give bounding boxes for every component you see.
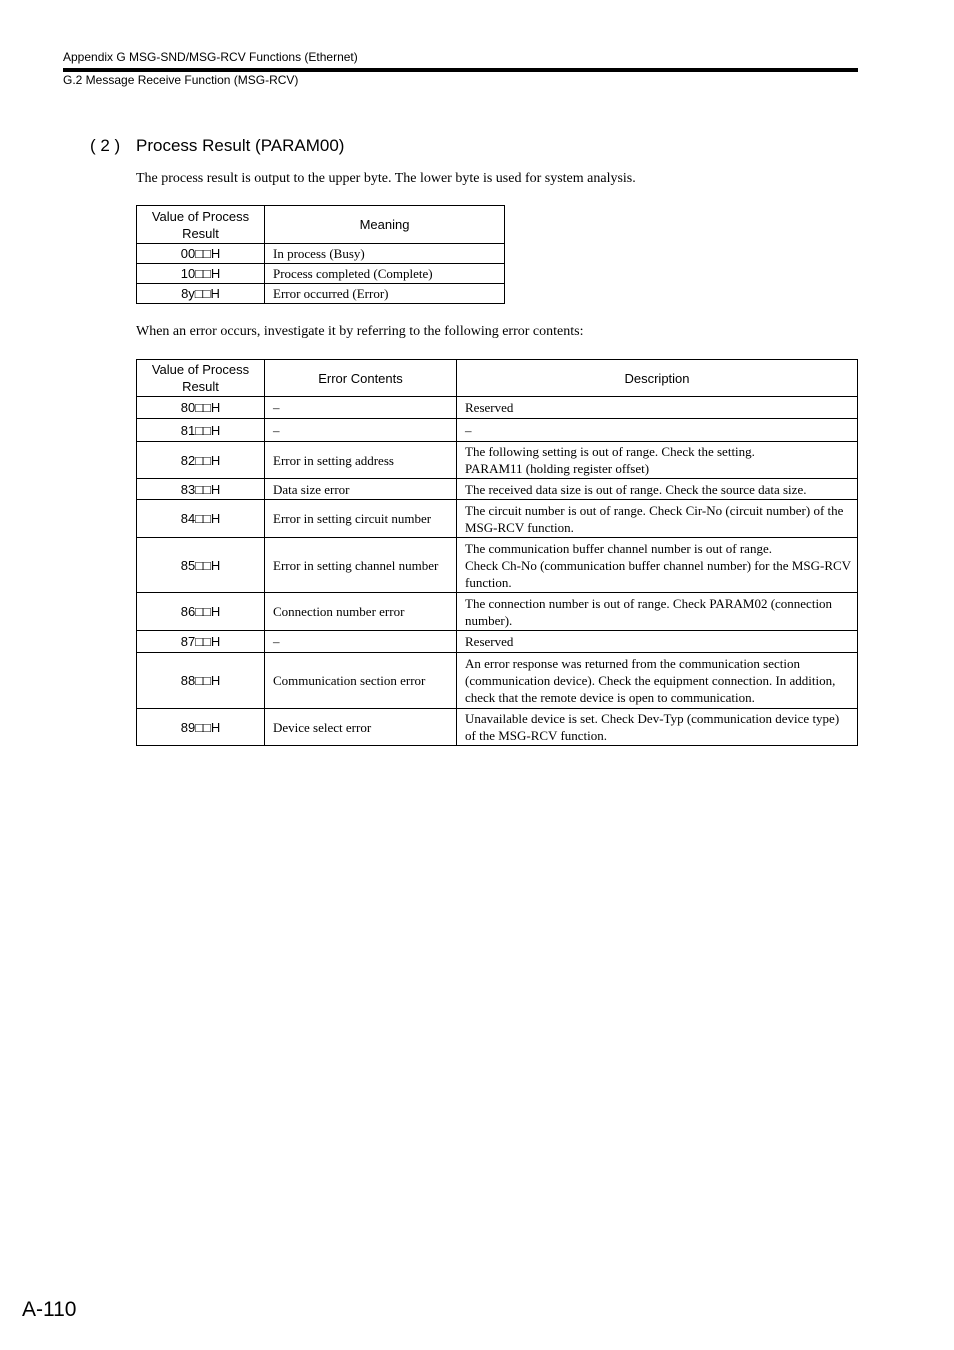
table-row — [137, 419, 858, 442]
t2-header-contents: Error Contents — [265, 360, 457, 397]
error-contents-table — [136, 359, 858, 746]
t2-header-description: Description — [457, 360, 858, 397]
t1-header-value: Value of Process Result — [137, 206, 265, 244]
table-row — [137, 442, 858, 479]
t2-description-cell: An error response was returned from the communication section (communication device). Check the equipment connection. In addition, check that the remote device is open to communication. — [457, 653, 858, 709]
t2-value-cell: 86□□H — [137, 593, 265, 631]
table-row — [137, 397, 858, 419]
t2-description-cell: The following setting is out of range. Check the setting. PARAM11 (holding register offset) — [457, 442, 858, 479]
t2-description-cell: – — [457, 419, 858, 442]
table-row — [137, 264, 505, 284]
table-row — [137, 500, 858, 538]
process-result-table — [136, 205, 505, 304]
table-row — [137, 538, 858, 593]
t2-value-cell: 85□□H — [137, 538, 265, 593]
t2-description-cell: The received data size is out of range. Check the source data size. — [457, 479, 858, 500]
running-header-section: G.2 Message Receive Function (MSG-RCV) — [63, 73, 299, 87]
t1-meaning-cell: Error occurred (Error) — [265, 284, 505, 304]
running-header-chapter: Appendix G MSG-SND/MSG-RCV Functions (Ethernet) — [63, 50, 358, 64]
t2-value-cell: 89□□H — [137, 709, 265, 746]
intro-paragraph: The process result is output to the upper byte. The lower byte is used for system analysis. — [136, 171, 636, 186]
page-number: A-110 — [22, 1298, 77, 1321]
error-intro-paragraph: When an error occurs, investigate it by referring to the following error contents: — [136, 324, 584, 339]
t2-value-cell: 84□□H — [137, 500, 265, 538]
t2-header-value: Value of Process Result — [137, 360, 265, 397]
table-row — [137, 244, 505, 264]
t2-description-cell: Reserved — [457, 397, 858, 419]
t1-value-cell: 8y□□H — [137, 284, 265, 304]
t2-contents-cell: Connection number error — [265, 593, 457, 631]
t2-value-cell: 81□□H — [137, 419, 265, 442]
table-row — [137, 593, 858, 631]
t2-contents-cell: – — [265, 631, 457, 653]
table-row — [137, 709, 858, 746]
t2-contents-cell: Data size error — [265, 479, 457, 500]
section-number: ( 2 ) — [90, 136, 121, 155]
t2-description-cell: Reserved — [457, 631, 858, 653]
section-heading — [90, 136, 344, 156]
t2-contents-cell: Communication section error — [265, 653, 457, 709]
t2-value-cell: 80□□H — [137, 397, 265, 419]
t2-value-cell: 88□□H — [137, 653, 265, 709]
t2-contents-cell: – — [265, 419, 457, 442]
t2-value-cell: 83□□H — [137, 479, 265, 500]
t2-contents-cell: Error in setting channel number — [265, 538, 457, 593]
t1-meaning-cell: In process (Busy) — [265, 244, 505, 264]
header-rule — [63, 68, 858, 72]
t2-description-cell: Unavailable device is set. Check Dev-Typ (communication device type) of the MSG-RCV function. — [457, 709, 858, 746]
t2-contents-cell: Error in setting circuit number — [265, 500, 457, 538]
t2-description-cell: The connection number is out of range. Check PARAM02 (connection number). — [457, 593, 858, 631]
t2-value-cell: 82□□H — [137, 442, 265, 479]
table-row — [137, 653, 858, 709]
t1-header-meaning: Meaning — [265, 206, 505, 244]
t1-value-cell: 00□□H — [137, 244, 265, 264]
t2-description-cell: The communication buffer channel number is out of range. Check Ch-No (communication buffer channel number) for the MSG-RCV function. — [457, 538, 858, 593]
section-title: Process Result (PARAM00) — [136, 136, 345, 155]
t2-contents-cell: Device select error — [265, 709, 457, 746]
t2-contents-cell: – — [265, 397, 457, 419]
table-row — [137, 479, 858, 500]
t1-meaning-cell: Process completed (Complete) — [265, 264, 505, 284]
table-row — [137, 631, 858, 653]
t2-description-cell: The circuit number is out of range. Check Cir-No (circuit number) of the MSG-RCV function. — [457, 500, 858, 538]
t1-value-cell: 10□□H — [137, 264, 265, 284]
t2-contents-cell: Error in setting address — [265, 442, 457, 479]
t2-value-cell: 87□□H — [137, 631, 265, 653]
table-row — [137, 284, 505, 304]
